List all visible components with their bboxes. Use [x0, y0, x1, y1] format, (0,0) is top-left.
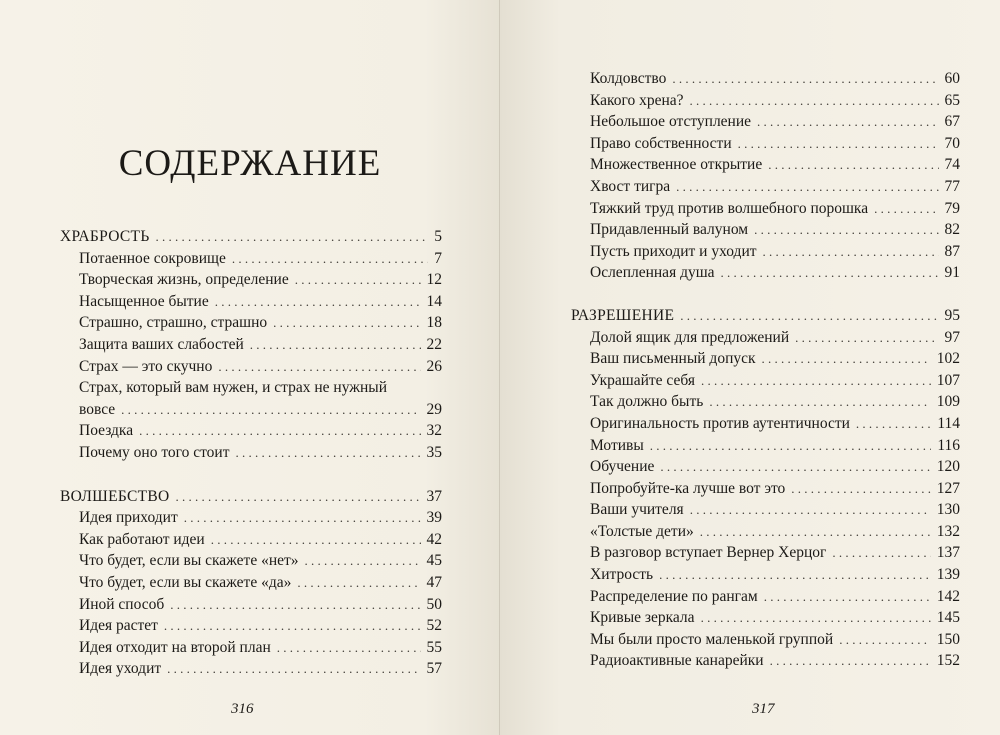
toc-entry-label: В разговор вступает Вернер Херцог	[590, 544, 827, 562]
toc-entry-label: Защита ваших слабостей	[79, 335, 244, 353]
toc-entry-label: Хитрость	[590, 566, 654, 584]
toc-entry-label: Мотивы	[590, 436, 644, 454]
toc-page-number: 132	[936, 522, 960, 540]
toc-page-number: 114	[937, 414, 960, 432]
dot-leader	[757, 111, 938, 133]
toc-entry-label: Идея уходит	[79, 660, 162, 678]
toc-entry-label: Украшайте себя	[590, 371, 695, 389]
dot-leader	[121, 399, 420, 421]
toc-entry[interactable]	[571, 521, 960, 543]
toc-entry[interactable]	[571, 133, 960, 155]
toc-section-label: ХРАБРОСТЬ	[60, 228, 150, 245]
toc-page-number: 60	[944, 70, 960, 87]
dot-leader	[754, 219, 938, 241]
toc-entry[interactable]	[571, 391, 960, 413]
toc-page-number: 52	[426, 617, 442, 635]
toc-page-number: 150	[936, 630, 960, 648]
toc-entry-label: Долой ящик для предложений	[590, 328, 790, 346]
toc-entry[interactable]	[571, 370, 960, 392]
toc-page-number: 97	[944, 328, 960, 346]
toc-entry[interactable]	[60, 594, 442, 616]
toc-right	[571, 68, 960, 672]
dot-leader	[709, 391, 930, 413]
dot-leader	[700, 521, 931, 543]
toc-entry[interactable]	[571, 456, 960, 478]
toc-entry-label: Обучение	[590, 458, 655, 476]
toc-page-number: 139	[936, 566, 960, 584]
section-gap	[60, 464, 442, 486]
toc-entry[interactable]	[571, 198, 960, 220]
dot-leader	[176, 486, 421, 508]
toc-page-number: 65	[944, 91, 960, 109]
toc-entry[interactable]	[60, 291, 442, 313]
toc-entry[interactable]	[60, 572, 442, 594]
toc-entry[interactable]	[571, 629, 960, 651]
dot-leader	[676, 176, 938, 198]
toc-entry-label: Потаенное сокровище	[79, 249, 226, 267]
toc-entry[interactable]	[571, 262, 960, 284]
toc-entry-label: Иной способ	[79, 595, 165, 613]
toc-page-number: 35	[426, 443, 442, 461]
dot-leader	[762, 348, 931, 370]
toc-page-number: 142	[936, 587, 960, 605]
toc-entry-label: Так должно быть	[590, 393, 704, 411]
dot-leader	[738, 133, 939, 155]
toc-page-number: 127	[936, 479, 960, 497]
toc-page-number: 67	[944, 113, 960, 131]
toc-entry-label: Тяжкий труд против волшебного порошка	[590, 199, 869, 217]
toc-entry[interactable]	[60, 615, 442, 637]
toc-entry-label: Что будет, если вы скажете «да»	[79, 573, 292, 591]
dot-leader	[277, 637, 421, 659]
dot-leader	[856, 413, 931, 435]
toc-page-number: 42	[426, 530, 442, 548]
toc-entry-label: Что будет, если вы скажете «нет»	[79, 552, 299, 570]
toc-page-number: 26	[426, 357, 442, 375]
dot-leader	[650, 435, 932, 457]
toc-entry[interactable]	[60, 442, 442, 464]
dot-leader	[211, 529, 421, 551]
toc-entry[interactable]	[571, 90, 960, 112]
dot-leader	[672, 68, 938, 90]
dot-leader	[721, 262, 939, 284]
dot-leader	[297, 572, 420, 594]
toc-page-number: 7	[434, 249, 442, 267]
toc-entry-label: Творческая жизнь, определение	[79, 271, 289, 289]
toc-entry[interactable]	[60, 356, 442, 378]
toc-entry-label: Мы были просто маленькой группой	[590, 630, 834, 648]
toc-entry-label: Страх, который вам нужен, и страх не нужный	[79, 379, 387, 397]
dot-leader	[250, 334, 421, 356]
dot-leader	[770, 650, 931, 672]
toc-entry[interactable]	[60, 420, 442, 442]
toc-page-number: 152	[936, 652, 960, 670]
toc-entry[interactable]	[571, 111, 960, 133]
toc-entry[interactable]	[60, 637, 442, 659]
toc-page-number: 82	[944, 221, 960, 239]
toc-entry-continuation	[60, 399, 442, 421]
dot-leader	[170, 594, 420, 616]
toc-entry-label: Какого хрена?	[590, 91, 684, 109]
dot-leader	[680, 305, 938, 327]
dot-leader	[839, 629, 931, 651]
toc-page-number: 107	[936, 371, 960, 389]
section-gap	[571, 284, 960, 305]
dot-leader	[295, 269, 421, 291]
toc-page-number: 120	[936, 458, 960, 476]
toc-entry-label: Почему оно того стоит	[79, 443, 230, 461]
toc-entry-label: Идея отходит на второй план	[79, 638, 271, 656]
toc-entry[interactable]	[571, 499, 960, 521]
dot-leader	[184, 507, 421, 529]
toc-entry[interactable]	[571, 586, 960, 608]
dot-leader	[164, 615, 421, 637]
toc-page-number: 37	[426, 487, 442, 505]
dot-leader	[156, 226, 429, 248]
toc-entry[interactable]	[60, 312, 442, 334]
dot-leader	[690, 90, 939, 112]
toc-entry-label: Колдовство	[590, 70, 667, 87]
toc-page-number: 47	[426, 573, 442, 591]
toc-page-number: 130	[936, 501, 960, 519]
dot-leader	[232, 248, 428, 270]
toc-entry-label-cont: вовсе	[79, 400, 116, 418]
toc-entry[interactable]	[60, 529, 442, 551]
toc-entry-label: «Толстые дети»	[590, 522, 694, 540]
toc-entry[interactable]	[60, 248, 442, 270]
toc-entry-label: Ослепленная душа	[590, 264, 715, 282]
toc-entry[interactable]	[60, 658, 442, 680]
toc-entry[interactable]	[571, 542, 960, 564]
toc-page-number: 55	[426, 638, 442, 656]
toc-section-entry[interactable]	[60, 226, 442, 248]
dot-leader	[791, 478, 930, 500]
toc-entry-label: Идея приходит	[79, 509, 178, 527]
page-title: СОДЕРЖАНИЕ	[118, 143, 382, 184]
toc-entry-label: Распределение по рангам	[590, 587, 758, 605]
toc-entry[interactable]	[571, 327, 960, 349]
toc-entry[interactable]	[60, 550, 442, 572]
toc-page-number: 14	[426, 292, 442, 310]
toc-section-entry[interactable]	[60, 486, 442, 508]
toc-page-number: 22	[426, 335, 442, 353]
dot-leader	[218, 356, 420, 378]
toc-page-number: 74	[944, 156, 960, 174]
toc-entry[interactable]	[571, 176, 960, 198]
toc-entry[interactable]	[60, 269, 442, 291]
toc-page-number: 87	[944, 242, 960, 260]
toc-entry-label: Попробуйте-ка лучше вот это	[590, 479, 786, 497]
toc-page-number: 77	[944, 177, 960, 195]
toc-entry-label: Право собственности	[590, 134, 732, 152]
toc-page-number: 95	[944, 306, 960, 324]
toc-entry-label: Множественное открытие	[590, 156, 763, 174]
toc-section-label: РАЗРЕШЕНИЕ	[571, 306, 675, 324]
toc-page-number: 39	[426, 509, 442, 527]
dot-leader	[764, 586, 931, 608]
dot-leader	[139, 420, 420, 442]
toc-page-number: 102	[936, 350, 960, 368]
toc-entry-label: Идея растет	[79, 617, 158, 635]
dot-leader	[167, 658, 420, 680]
dot-leader	[768, 154, 938, 176]
page-number-footer: 317	[752, 701, 775, 717]
toc-entry[interactable]	[571, 478, 960, 500]
toc-section-label: ВОЛШЕБСТВО	[60, 487, 170, 505]
toc-page-number: 29	[426, 400, 442, 418]
dot-leader	[690, 499, 931, 521]
toc-page-number: 45	[426, 552, 442, 570]
toc-page-number: 79	[944, 199, 960, 217]
dot-leader	[273, 312, 420, 334]
toc-page-number: 18	[426, 314, 442, 332]
toc-entry[interactable]	[571, 413, 960, 435]
toc-page-number: 109	[936, 393, 960, 411]
toc-entry[interactable]	[571, 348, 960, 370]
dot-leader	[215, 291, 421, 313]
toc-entry-label: Страх — это скучно	[79, 357, 213, 375]
dot-leader	[701, 370, 931, 392]
toc-page-number: 32	[426, 422, 442, 440]
dot-leader	[236, 442, 421, 464]
toc-entry-label: Ваши учителя	[590, 501, 684, 519]
toc-entry-label: Кривые зеркала	[590, 609, 695, 627]
toc-page-number: 137	[936, 544, 960, 562]
toc-entry-label: Насыщенное бытие	[79, 292, 209, 310]
toc-entry[interactable]	[571, 650, 960, 672]
dot-leader	[832, 542, 930, 564]
toc-entry-label: Хвост тигра	[590, 177, 671, 195]
toc-entry-label: Радиоактивные канарейки	[590, 652, 764, 670]
dot-leader	[795, 327, 938, 349]
toc-page-number: 57	[426, 660, 442, 678]
toc-entry[interactable]	[571, 564, 960, 586]
toc-entry-label: Поездка	[79, 422, 134, 440]
toc-page-number: 50	[426, 595, 442, 613]
toc-page-number: 70	[944, 134, 960, 152]
toc-left	[60, 226, 442, 680]
toc-entry-label: Придавленный валуном	[590, 221, 749, 239]
toc-entry-label: Небольшое отступление	[590, 113, 752, 131]
toc-entry[interactable]	[571, 435, 960, 457]
dot-leader	[763, 241, 939, 263]
toc-entry-label: Ваш письменный допуск	[590, 350, 756, 368]
dot-leader	[305, 550, 421, 572]
dot-leader	[659, 564, 931, 586]
toc-entry-label: Страшно, страшно, страшно	[79, 314, 268, 332]
toc-entry[interactable]	[571, 607, 960, 629]
toc-page-number: 91	[944, 264, 960, 282]
toc-entry-label: Как работают идеи	[79, 530, 205, 548]
dot-leader	[660, 456, 930, 478]
toc-entry[interactable]	[571, 68, 960, 90]
toc-page-number: 5	[434, 228, 442, 245]
dot-leader	[701, 607, 931, 629]
toc-entry[interactable]	[60, 507, 442, 529]
toc-entry-multiline[interactable]	[60, 377, 442, 420]
toc-section-entry[interactable]	[571, 305, 960, 327]
toc-page-number: 12	[426, 271, 442, 289]
toc-entry[interactable]	[571, 219, 960, 241]
toc-entry-label: Пусть приходит и уходит	[590, 242, 757, 260]
toc-page-number: 145	[936, 609, 960, 627]
page-number-footer: 316	[231, 701, 254, 717]
toc-entry[interactable]	[571, 154, 960, 176]
toc-page-number: 116	[937, 436, 960, 454]
toc-entry-label: Оригинальность против аутентичности	[590, 414, 850, 432]
toc-entry[interactable]	[571, 241, 960, 263]
dot-leader	[874, 198, 938, 220]
toc-entry[interactable]	[60, 334, 442, 356]
